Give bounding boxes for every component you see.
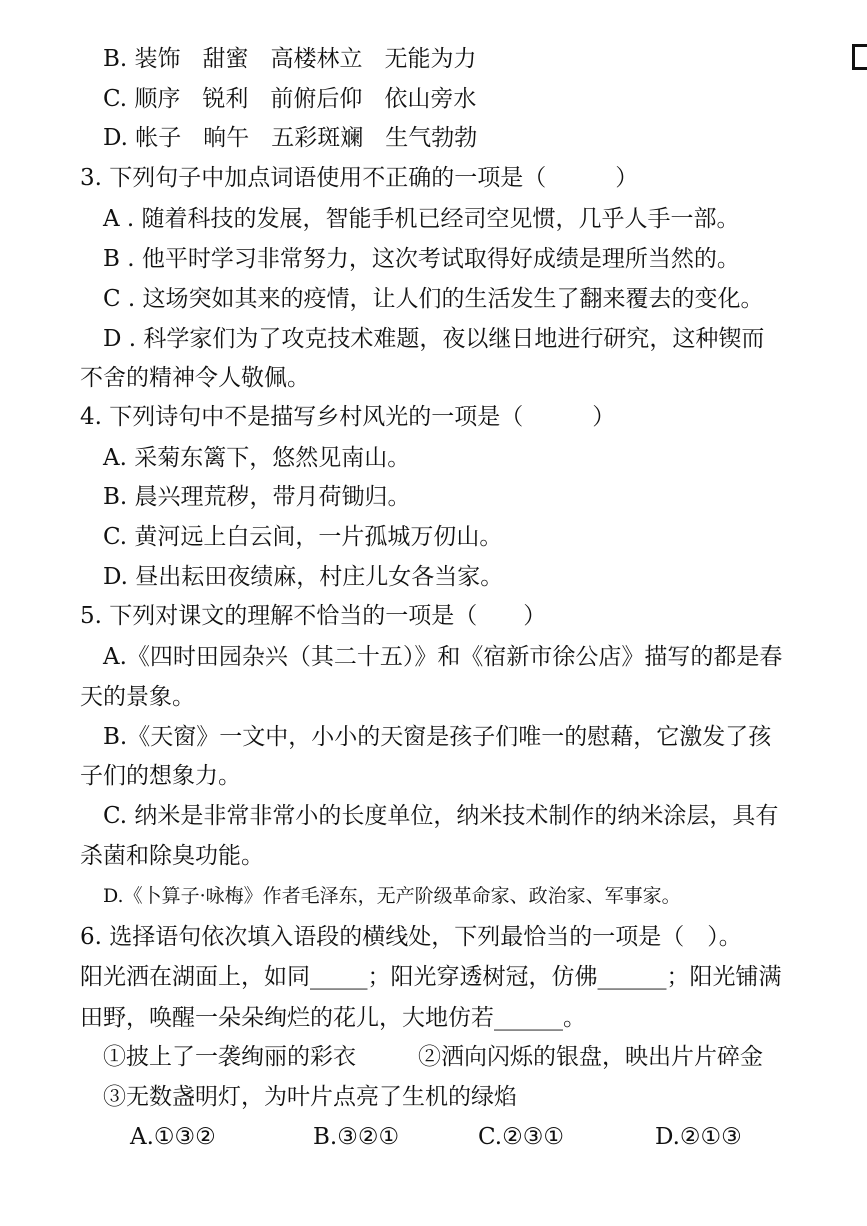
q2-option-b: B. 装饰 甜蜜 高楼林立 无能为力 (103, 46, 477, 72)
q6-sentence-1: ①披上了一袭绚丽的彩衣 (103, 1044, 356, 1070)
q2-option-d: D. 帐子 晌午 五彩斑斓 生气勃勃 (103, 125, 478, 151)
q5-option-d: D.《卜算子·咏梅》作者毛泽东，无产阶级革命家、政治家、军事家。 (103, 885, 681, 907)
q6-sentence-2: ②洒向闪烁的银盘，映出片片碎金 (418, 1044, 763, 1070)
q5-option-a: A.《四时田园杂兴（其二十五）》和《宿新市徐公店》描写的都是春 (103, 644, 783, 670)
q6-passage-line-2: 田野，唤醒一朵朵绚烂的花儿，大地仿若______。 (80, 1005, 586, 1031)
q5-stem: 5. 下列对课文的理解不恰当的一项是（ ） (80, 603, 547, 629)
q3-option-d-continued: 不舍的精神令人敬佩。 (80, 365, 310, 391)
q3-option-b: B . 他平时学习非常努力，这次考试取得好成绩是理所当然的。 (103, 246, 740, 272)
q4-option-c: C. 黄河远上白云间，一片孤城万仞山。 (103, 524, 503, 550)
q2-option-c: C. 顺序 锐利 前俯后仰 依山旁水 (103, 86, 477, 112)
q3-option-a: A . 随着科技的发展，智能手机已经司空见惯，几乎人手一部。 (103, 206, 740, 232)
q6-passage-line-1: 阳光洒在湖面上，如同_____；阳光穿透树冠，仿佛______；阳光铺满 (80, 964, 782, 990)
q4-option-d: D. 昼出耘田夜绩麻，村庄儿女各当家。 (103, 564, 504, 590)
q6-option-d: D.②①③ (655, 1124, 742, 1150)
q5-option-c: C. 纳米是非常非常小的长度单位，纳米技术制作的纳米涂层，具有 (103, 803, 779, 829)
q4-stem: 4. 下列诗句中不是描写乡村风光的一项是（ ） (80, 404, 616, 430)
q6-sentence-3: ③无数盏明灯，为叶片点亮了生机的绿焰 (103, 1084, 517, 1110)
q5-option-b: B.《天窗》一文中，小小的天窗是孩子们唯一的慰藉，它激发了孩 (103, 724, 772, 750)
q3-option-d: D . 科学家们为了攻克技术难题，夜以继日地进行研究，这种锲而 (103, 326, 765, 352)
q6-option-a: A.①③② (130, 1124, 216, 1150)
q3-option-c: C . 这场突如其来的疫情，让人们的生活发生了翻来覆去的变化。 (103, 286, 764, 312)
q4-option-a: A. 采菊东篱下，悠然见南山。 (103, 445, 411, 471)
page-edge-bracket (852, 44, 867, 70)
q5-option-b-continued: 子们的想象力。 (80, 763, 241, 789)
q5-option-c-continued: 杀菌和除臭功能。 (80, 843, 264, 869)
q6-stem: 6. 选择语句依次填入语段的横线处，下列最恰当的一项是（ ）。 (80, 924, 742, 950)
q5-option-a-continued: 天的景象。 (80, 684, 195, 710)
q6-option-c: C.②③① (478, 1124, 564, 1150)
q4-option-b: B. 晨兴理荒秽，带月荷锄归。 (103, 484, 411, 510)
q3-stem: 3. 下列句子中加点词语使用不正确的一项是（ ） (80, 165, 639, 191)
q6-option-b: B.③②① (313, 1124, 400, 1150)
